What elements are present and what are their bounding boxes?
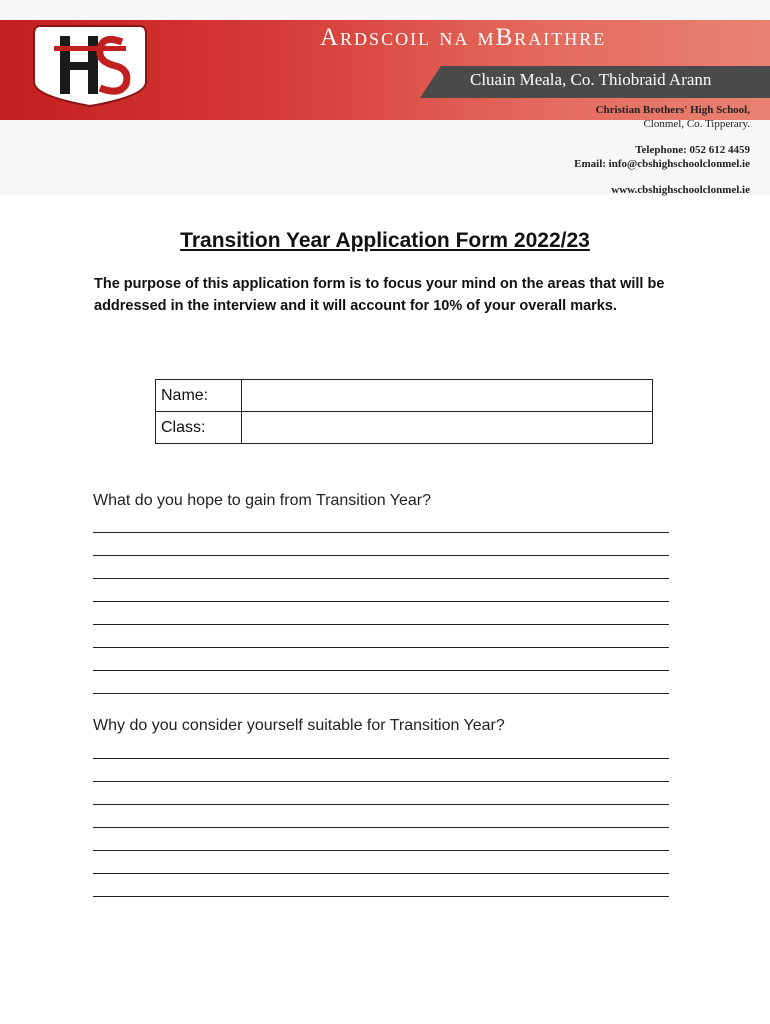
answer-line[interactable] — [93, 782, 669, 805]
answer-line[interactable] — [93, 579, 669, 602]
answer-line[interactable] — [93, 874, 669, 897]
answer-lines-2[interactable] — [93, 736, 669, 897]
answer-lines-1[interactable] — [93, 510, 669, 694]
answer-line[interactable] — [93, 759, 669, 782]
answer-line[interactable] — [93, 602, 669, 625]
contact-town: Clonmel, Co. Tipperary. — [643, 118, 750, 130]
irish-address: Cluain Meala, Co. Thiobraid Arann — [470, 70, 712, 89]
answer-line[interactable] — [93, 828, 669, 851]
answer-line[interactable] — [93, 736, 669, 759]
purpose-text: The purpose of this application form is to focus your mind on the areas that will be addressed in the interview and it will account for 10% of your overall marks. — [94, 276, 665, 314]
contact-name: Christian Brothers' High School, — [595, 104, 750, 116]
contact-email: Email: info@cbshighschoolclonmel.ie — [574, 158, 750, 170]
answer-line[interactable] — [93, 648, 669, 671]
class-label: Class: — [156, 412, 242, 444]
contact-block — [574, 103, 750, 197]
contact-website: www.cbshighschoolclonmel.ie — [611, 184, 750, 196]
letterhead — [0, 0, 770, 195]
answer-line[interactable] — [93, 556, 669, 579]
question-2: Why do you consider yourself suitable for Transition Year? — [93, 717, 505, 734]
answer-line[interactable] — [93, 671, 669, 694]
student-info-table — [155, 379, 653, 444]
answer-line[interactable] — [93, 533, 669, 556]
table-row — [156, 412, 653, 444]
answer-line[interactable] — [93, 805, 669, 828]
contact-telephone: Telephone: 052 612 4459 — [635, 144, 750, 156]
name-label: Name: — [156, 380, 242, 412]
question-1: What do you hope to gain from Transition Year? — [93, 492, 431, 509]
school-name: Ardscoil na mBraithre — [320, 24, 607, 51]
form-title: Transition Year Application Form 2022/23 — [180, 229, 590, 252]
class-field[interactable] — [242, 412, 653, 444]
name-field[interactable] — [242, 380, 653, 412]
answer-line[interactable] — [93, 851, 669, 874]
table-row — [156, 380, 653, 412]
school-crest-logo — [30, 22, 150, 108]
answer-line[interactable] — [93, 510, 669, 533]
answer-line[interactable] — [93, 625, 669, 648]
